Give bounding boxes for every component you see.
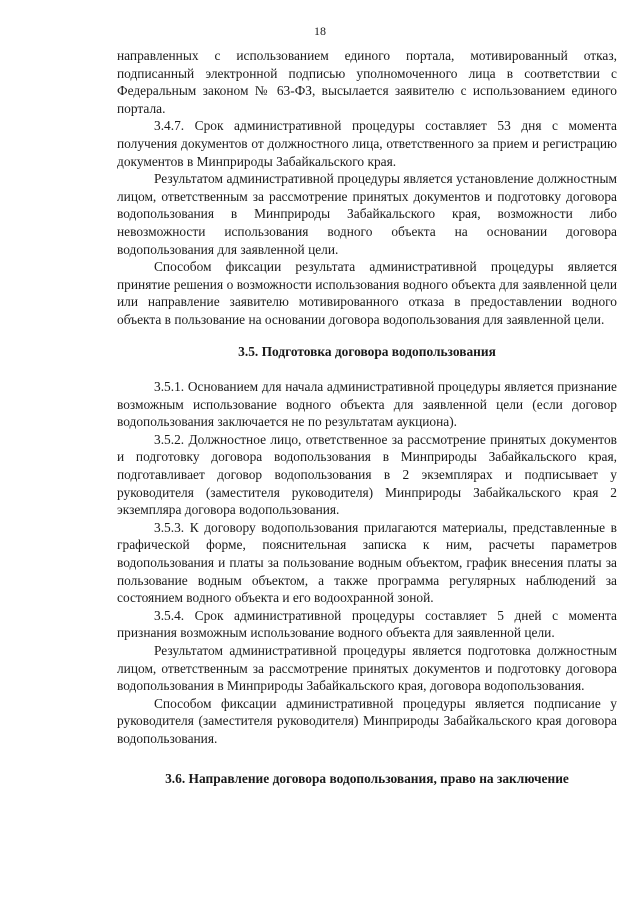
section-heading-3-6: 3.6. Направление договора водопользования, право на заключение — [165, 770, 569, 786]
page-body — [117, 47, 617, 787]
paragraph-3-4-7: 3.4.7. Срок административной процедуры составляет 53 дня с момента получения документов от должностного лица, ответственного за прием и регистрацию документов в Минприроды Забайкальского края. — [117, 118, 617, 169]
paragraph-3-5-3: 3.5.3. К договору водопользования прилагаются материалы, представленные в графической форме, пояснительная записка к ним, расчеты параметров водопользования и платы за пользование водным объектом, график внесения платы за пользование водным объектом, а также программа регулярных наблюдений за состоянием водного объекта и его водоохранной зоной. — [117, 519, 617, 606]
paragraph-result-3-4: Результатом административной процедуры является установление должностным лицом, ответственным за рассмотрение принятых документов и подготовку договора водопользования в Минприроды Забайкальского края, возможности либо невозможности использования водного объекта на основании договора водопользования для заявленной цели. — [117, 171, 617, 257]
paragraph-3-5-1: 3.5.1. Основанием для начала административной процедуры является признание возможным использование водного объекта для заявленной цели (если договор водопользования заключается не по результатам аукциона). — [117, 379, 617, 430]
paragraph-fixation-3-5: Способом фиксации административной процедуры является подписание у руководителя (заместителя руководителя) Минприроды Забайкальского края договора водопользования. — [117, 695, 617, 746]
paragraph-3-5-2: 3.5.2. Должностное лицо, ответственное за рассмотрение принятых документов и подготовку договора водопользования в Минприроды Забайкальского края, подготавливает договор водопользования в 2 экземплярах и подписывает у руководителя (заместителя руководителя) Минприроды Забайкальского края 2 экземпляра договора водопользования. — [117, 431, 617, 518]
paragraph-fixation-3-4: Способом фиксации результата административной процедуры является принятие решения о возможности использования водного объекта для заявленной цели или направление заявителю мотивированного отказа в предоставлении водного объекта в пользование на основании договора водопользования для заявленной цели. — [117, 259, 617, 327]
paragraph-3-5-4: 3.5.4. Срок административной процедуры составляет 5 дней с момента признания возможным использование водного объекта для заявленной цели. — [117, 607, 617, 641]
paragraph-continuation: направленных с использованием единого портала, мотивированный отказ, подписанный электронной подписью уполномоченного лица в соответствии с Федеральным законом № 63-ФЗ, высылается заявителю с использованием единого портала. — [117, 48, 617, 116]
section-heading-3-5: 3.5. Подготовка договора водопользования — [238, 343, 496, 359]
page-number: 18 — [314, 24, 326, 38]
paragraph-result-3-5: Результатом административной процедуры является подготовка должностным лицом, ответственным за рассмотрение принятых документов и подготовку договора водопользования в Минприроды Забайкальского края, договора водопользования. — [117, 643, 617, 694]
